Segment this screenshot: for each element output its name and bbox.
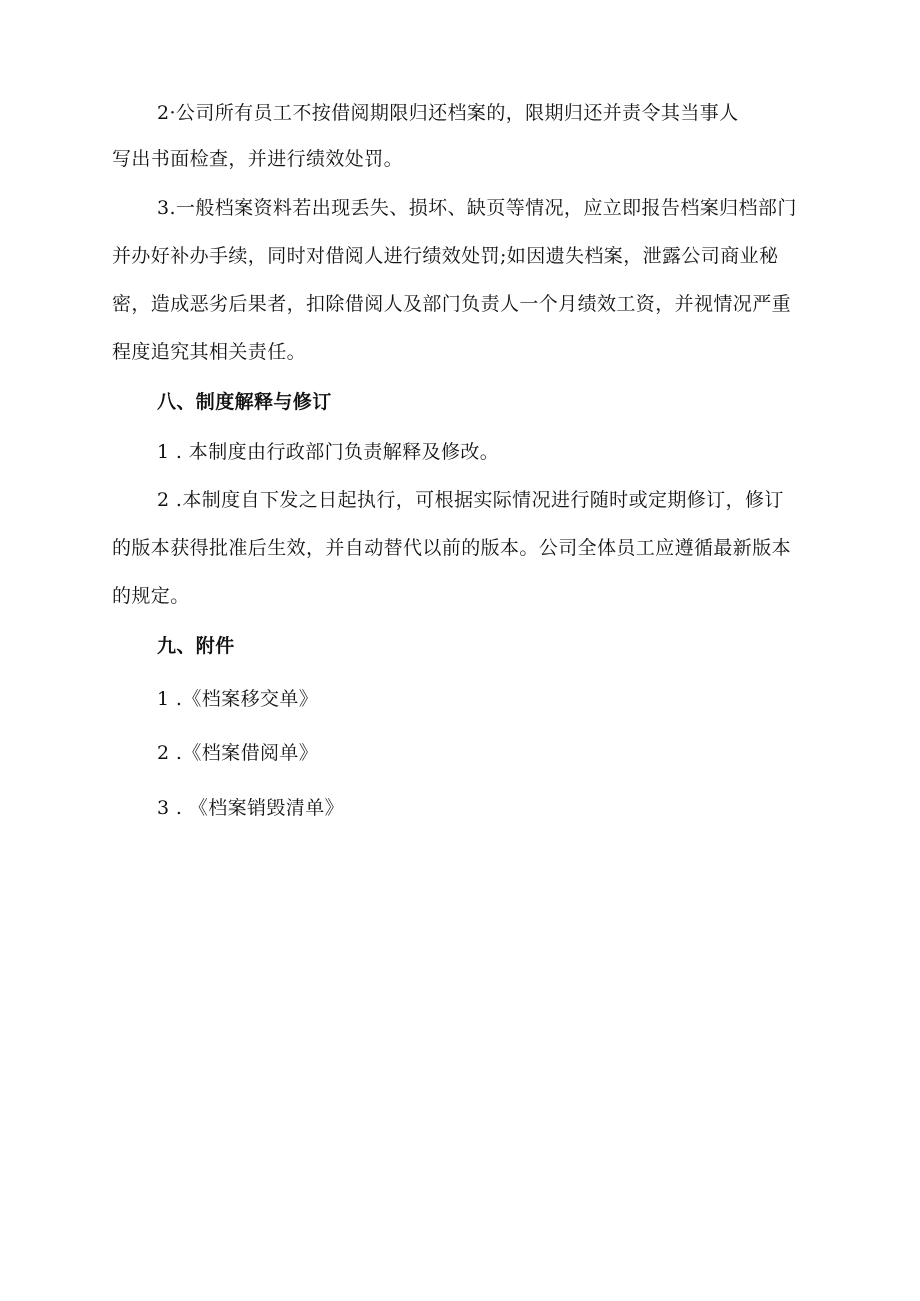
section-8-item-1: 1 . 本制度由行政部门负责解释及修改。 (157, 441, 500, 463)
section-9-heading: 九、附件 (157, 635, 235, 657)
attachment-item-2: 2 .《档案借阅单》 (157, 742, 319, 764)
paragraph-3-line-2: 并办好补办手续，同时对借阅人进行绩效处罚;如因遗失档案，泄露公司商业秘 (112, 245, 779, 267)
section-8-heading: 八、制度解释与修订 (157, 391, 332, 413)
attachment-item-1: 1 .《档案移交单》 (157, 688, 319, 710)
attachment-item-3: 3 . 《档案销毁清单》 (157, 797, 345, 819)
paragraph-2-line-1: 2·公司所有员工不按借阅期限归还档案的，限期归还并责令其当事人 (157, 102, 739, 124)
paragraph-3-line-4: 程度追究其相关责任。 (112, 341, 307, 363)
section-8-item-2-line-3: 的规定。 (112, 585, 190, 607)
paragraph-2-line-2: 写出书面检查，并进行绩效处罚。 (112, 148, 404, 170)
section-8-item-2-line-1: 2 .本制度自下发之日起执行，可根据实际情况进行随时或定期修订，修订 (157, 489, 784, 511)
paragraph-3-line-3: 密，造成恶劣后果者，扣除借阅人及部门负责人一个月绩效工资，并视情况严重 (112, 293, 792, 315)
section-8-item-2-line-2: 的版本获得批准后生效，并自动替代以前的版本。公司全体员工应遵循最新版本 (112, 537, 792, 559)
paragraph-3-line-1: 3.一般档案资料若出现丢失、损坏、缺页等情况，应立即报告档案归档部门 (157, 197, 797, 219)
